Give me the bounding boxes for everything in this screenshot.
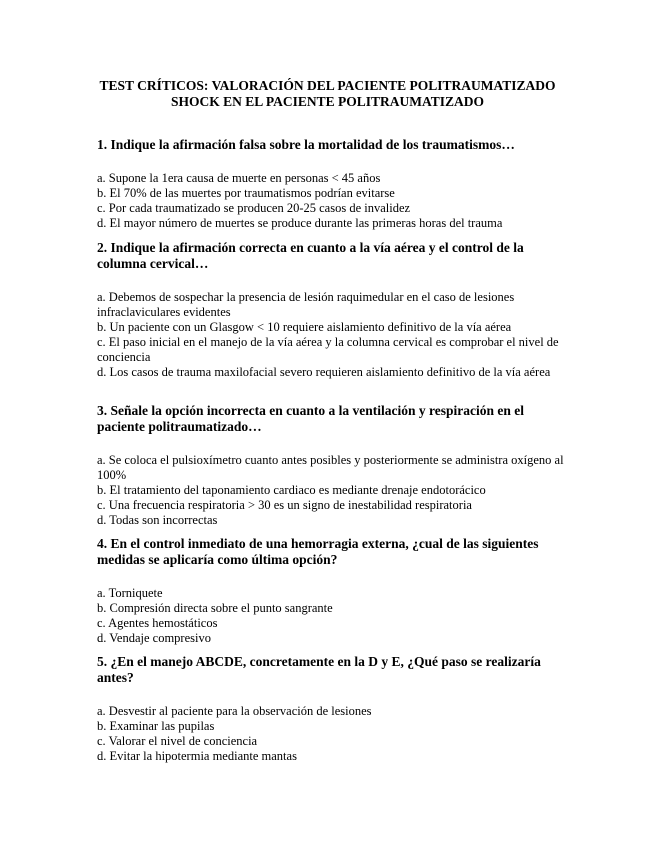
question-heading: 5. ¿En el manejo ABCDE, concretamente en la D y E, ¿Qué paso se realizaría antes? [97,654,541,685]
option-list [97,453,567,528]
option-list [97,586,567,646]
option-d: d. Evitar la hipotermia mediante mantas [97,749,297,763]
option-b: b. Examinar las pupilas [97,719,215,733]
question-3 [97,403,567,528]
option-c: c. Valorar el nivel de conciencia [97,734,258,748]
option-a: a. Se coloca el pulsioxímetro cuanto antes posibles y posteriormente se administra oxígeno al 100% [97,453,564,482]
option-list [97,290,567,380]
option-a: a. Torniquete [97,586,163,600]
option-b: b. Un paciente con un Glasgow < 10 requiere aislamiento definitivo de la vía aérea [97,320,512,334]
option-a: a. Debemos de sospechar la presencia de lesión raquimedular en el caso de lesiones infraclaviculares evidentes [97,290,515,319]
title-line-2: SHOCK EN EL PACIENTE POLITRAUMATIZADO [170,94,485,109]
option-c: c. El paso inicial en el manejo de la vía aérea y la columna cervical es comprobar el nivel de conciencia [97,335,559,364]
option-d: d. Vendaje compresivo [97,631,211,645]
option-b: b. El 70% de las muertes por traumatismos podrían evitarse [97,186,395,200]
option-d: d. Los casos de trauma maxilofacial severo requieren aislamiento definitivo de la vía aérea [97,365,551,379]
option-c: c. Agentes hemostáticos [97,616,218,630]
question-5 [97,654,567,764]
option-b: b. El tratamiento del taponamiento cardiaco es mediante drenaje endotorácico [97,483,486,497]
question-2 [97,240,567,380]
option-c: c. Por cada traumatizado se producen 20-25 casos de invalidez [97,201,411,215]
question-heading: 1. Indique la afirmación falsa sobre la mortalidad de los traumatismos… [97,137,515,152]
option-b: b. Compresión directa sobre el punto sangrante [97,601,333,615]
question-4 [97,536,567,646]
question-heading: 4. En el control inmediato de una hemorragia externa, ¿cual de las siguientes medidas se aplicaría como última opción? [97,536,539,567]
option-list [97,171,567,231]
title-line-1: TEST CRÍTICOS: VALORACIÓN DEL PACIENTE POLITRAUMATIZADO [99,78,556,93]
option-c: c. Una frecuencia respiratoria > 30 es un signo de inestabilidad respiratoria [97,498,472,512]
option-d: d. El mayor número de muertes se produce durante las primeras horas del trauma [97,216,503,230]
option-d: d. Todas son incorrectas [97,513,218,527]
document-title [0,78,655,110]
option-list [97,704,567,764]
question-heading: 3. Señale la opción incorrecta en cuanto a la ventilación y respiración en el paciente politraumatizado… [97,403,524,434]
question-heading: 2. Indique la afirmación correcta en cuanto a la vía aérea y el control de la columna cervical… [97,240,524,271]
option-a: a. Desvestir al paciente para la observación de lesiones [97,704,372,718]
option-a: a. Supone la 1era causa de muerte en personas < 45 años [97,171,381,185]
question-1 [97,137,567,231]
